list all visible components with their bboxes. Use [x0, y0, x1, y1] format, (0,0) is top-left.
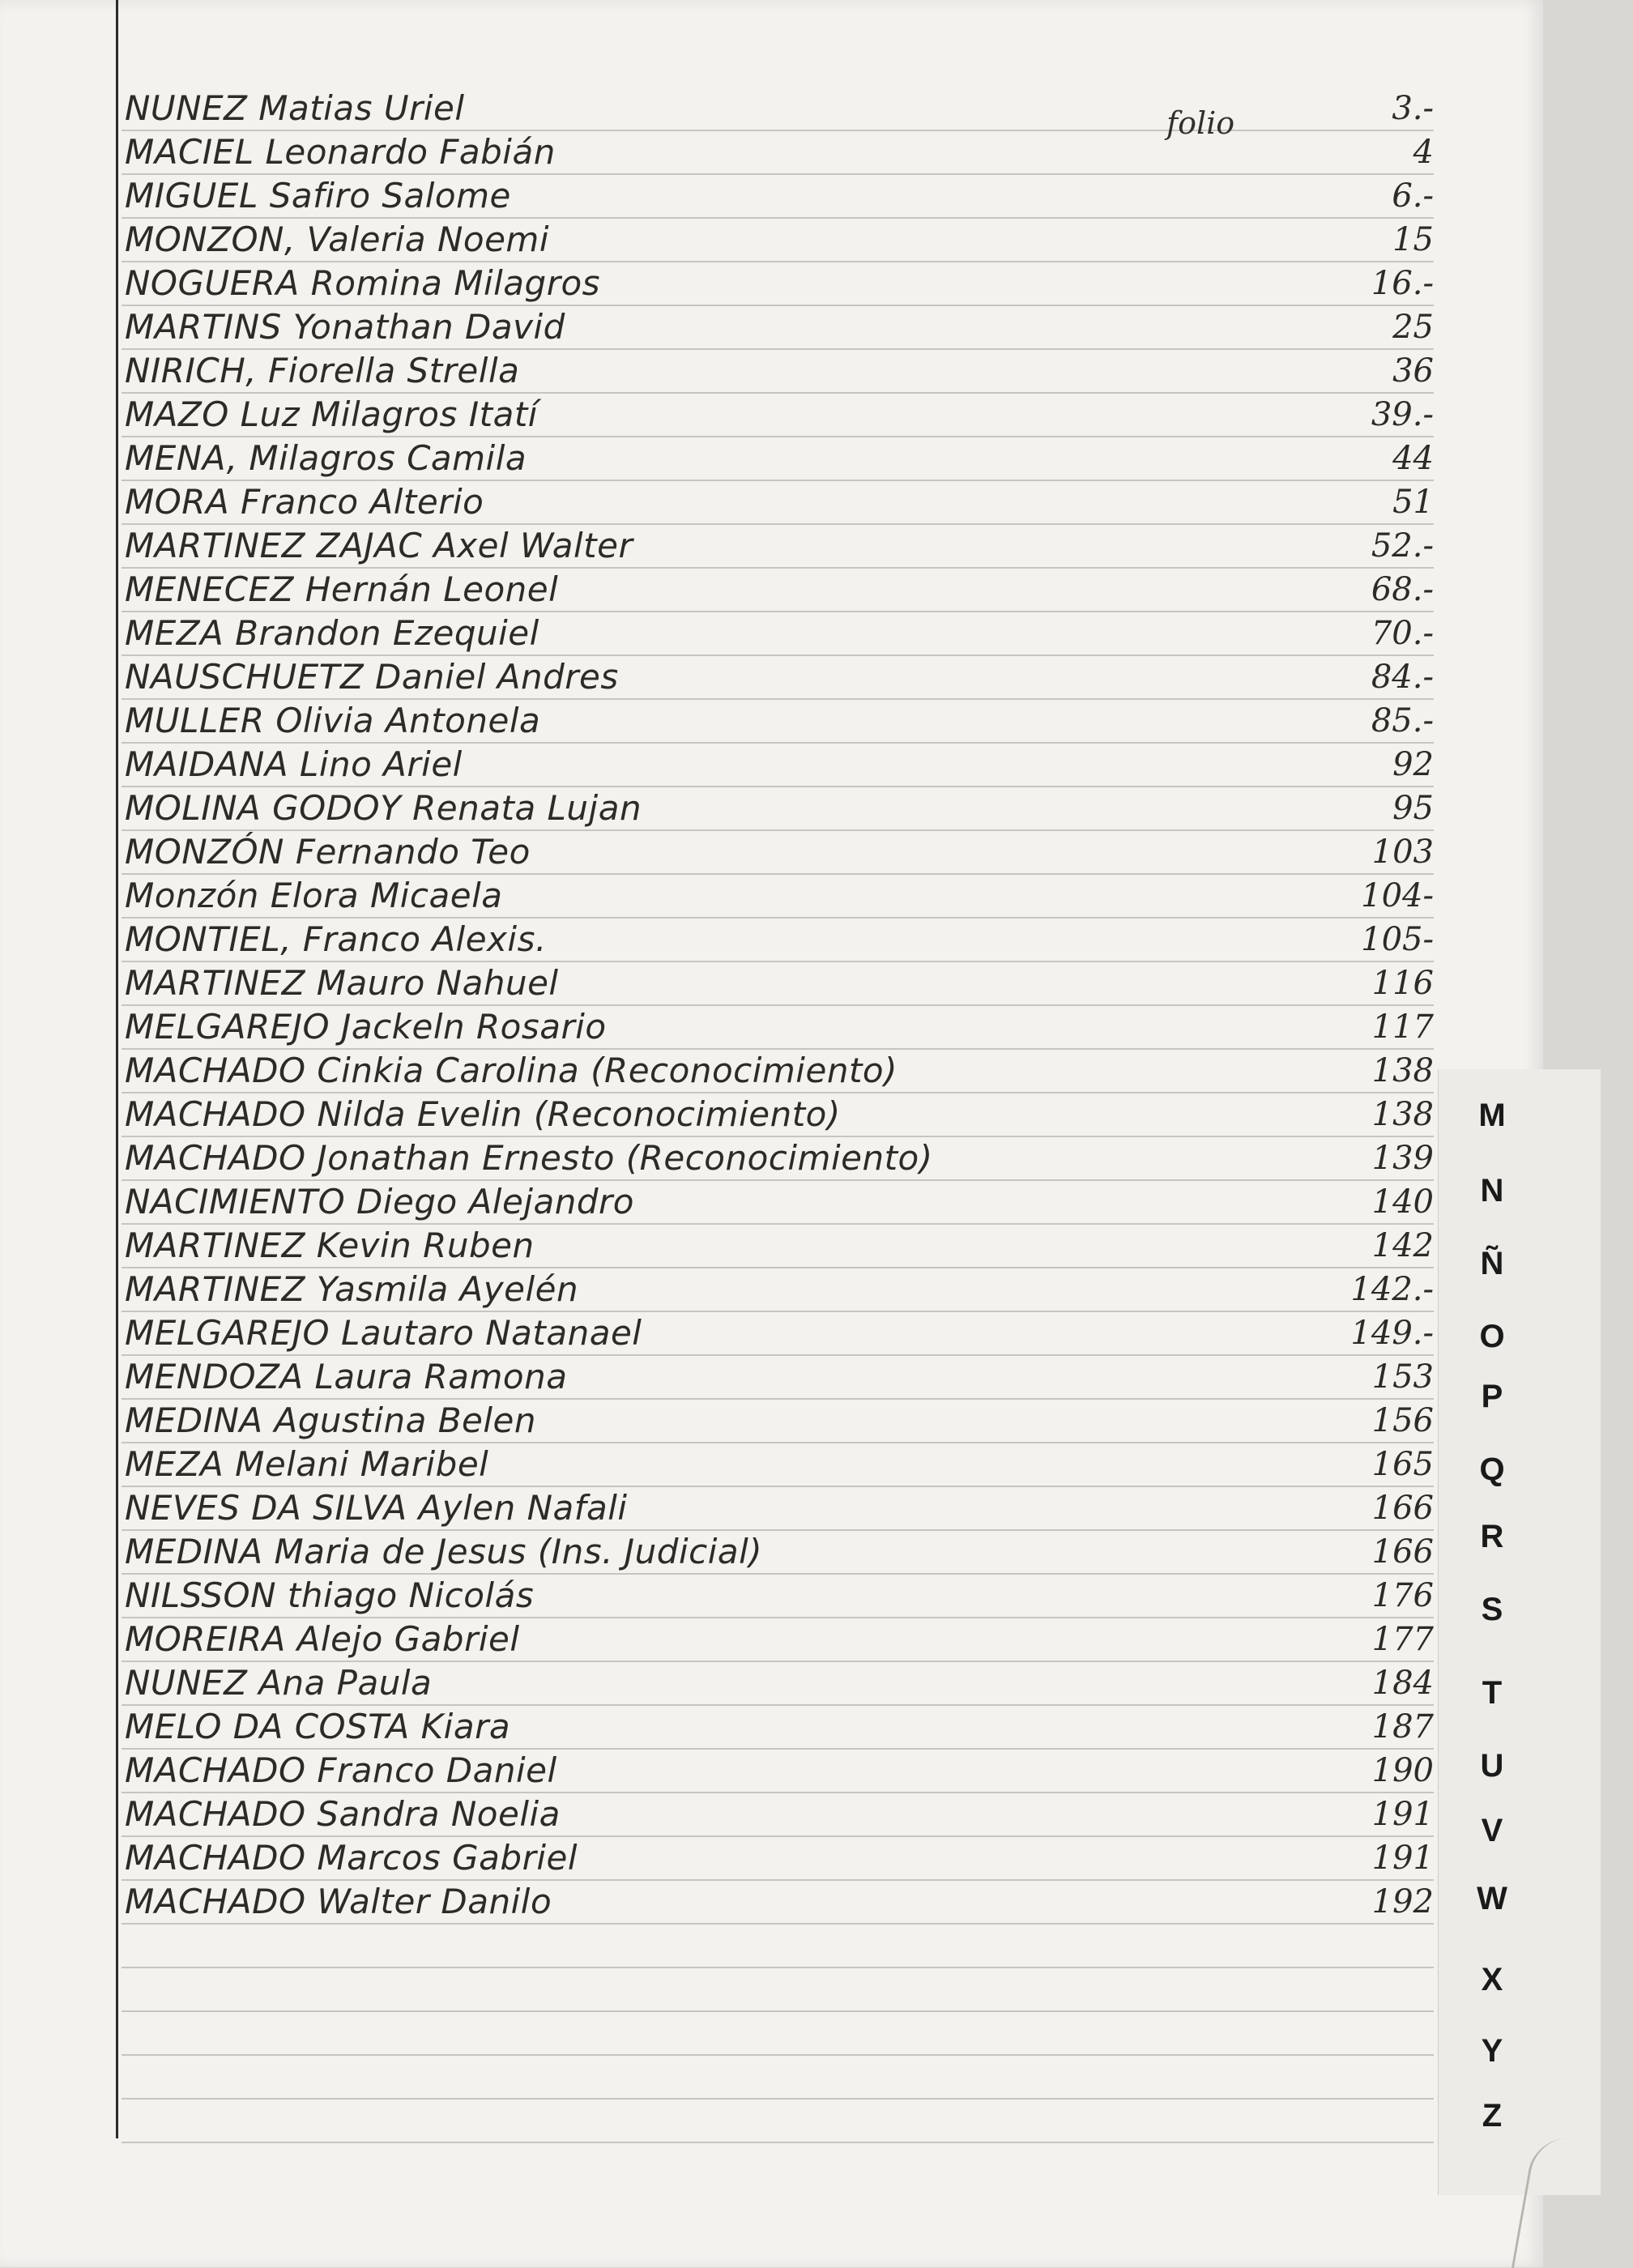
entry-folio: 138	[1371, 1052, 1434, 1089]
entry-folio: 70.-	[1371, 615, 1434, 652]
entry-row	[122, 875, 1434, 919]
entry-folio: 116	[1371, 965, 1434, 1002]
entry-name: MORA Franco Alterio	[125, 482, 484, 522]
entry-row	[122, 1312, 1434, 1356]
index-tab-n-tilde[interactable]: Ñ	[1480, 1246, 1504, 1281]
entry-folio: 192	[1371, 1883, 1434, 1921]
entry-name: MEZA Melani Maribel	[125, 1444, 489, 1484]
entry-name: MACHADO Marcos Gabriel	[125, 1838, 578, 1878]
entry-folio: 15	[1392, 221, 1434, 258]
entry-name: MAZO Luz Milagros Itatí	[125, 394, 538, 434]
entry-folio: 190	[1371, 1752, 1434, 1789]
entry-row	[122, 350, 1434, 394]
entry-name: NACIMIENTO Diego Alejandro	[125, 1182, 634, 1221]
entry-row	[122, 1400, 1434, 1443]
entry-row	[122, 262, 1434, 306]
entry-name: NAUSCHUETZ Daniel Andres	[125, 657, 619, 697]
entry-name: MAIDANA Lino Ariel	[125, 744, 463, 784]
entry-row	[122, 1881, 1434, 1925]
entry-name: MACHADO Franco Daniel	[125, 1750, 557, 1790]
entry-folio: 187	[1371, 1708, 1434, 1746]
entry-name: MARTINEZ ZAJAC Axel Walter	[125, 526, 633, 565]
entry-folio: 165	[1371, 1446, 1434, 1483]
entry-folio: 4	[1413, 134, 1434, 171]
entry-folio: 39.-	[1371, 396, 1434, 433]
entry-folio: 191	[1371, 1796, 1434, 1833]
entry-folio: 104-	[1361, 877, 1434, 914]
entry-name: MIGUEL Safiro Salome	[125, 176, 511, 215]
entry-row	[122, 569, 1434, 612]
entry-folio: 6.-	[1392, 177, 1434, 215]
entry-folio: 25	[1392, 309, 1434, 346]
ruled-line	[122, 2098, 1434, 2100]
entry-row	[122, 481, 1434, 525]
entry-name: MOLINA GODOY Renata Lujan	[125, 788, 642, 828]
entry-row	[122, 1487, 1434, 1531]
entry-name: NILSSON thiago Nicolás	[125, 1575, 535, 1615]
entry-row	[122, 219, 1434, 262]
entry-folio: 44	[1392, 440, 1434, 477]
entry-folio: 16.-	[1371, 265, 1434, 302]
entry-folio: 149.-	[1350, 1315, 1434, 1352]
entry-name: MENA, Milagros Camila	[125, 438, 527, 478]
entry-name: Monzón Elora Micaela	[125, 876, 503, 915]
entry-row	[122, 87, 1434, 131]
entry-name: MARTINEZ Yasmila Ayelén	[125, 1269, 579, 1309]
entry-row	[122, 1137, 1434, 1181]
entry-row	[122, 525, 1434, 569]
entry-row	[122, 1181, 1434, 1225]
entry-row	[122, 1618, 1434, 1662]
entry-row	[122, 1268, 1434, 1312]
entry-name: MOREIRA Alejo Gabriel	[125, 1619, 520, 1659]
ruled-line	[122, 2054, 1434, 2056]
entry-name: MELGAREJO Lautaro Natanael	[125, 1313, 642, 1353]
index-tab-z[interactable]: Z	[1482, 2098, 1503, 2134]
entry-name: MONTIEL, Franco Alexis.	[125, 919, 547, 959]
entry-name: MACHADO Cinkia Carolina (Reconocimiento)	[125, 1051, 898, 1090]
ruled-line	[122, 1967, 1434, 1968]
entry-folio: 105-	[1361, 921, 1434, 958]
entry-folio: 176	[1371, 1577, 1434, 1614]
entry-name: NUNEZ Ana Paula	[125, 1663, 433, 1703]
entry-name: MONZÓN Fernando Teo	[125, 832, 531, 872]
entry-name: MACHADO Sandra Noelia	[125, 1794, 561, 1834]
entry-name: MACHADO Walter Danilo	[125, 1882, 552, 1921]
entry-name: MEZA Brandon Ezequiel	[125, 613, 539, 653]
entry-name: MACHADO Jonathan Ernesto (Reconocimiento)	[125, 1138, 933, 1178]
index-tab-p[interactable]: P	[1481, 1379, 1503, 1414]
entry-name: MEDINA Maria de Jesus (Ins. Judicial)	[125, 1532, 763, 1571]
index-tab-y[interactable]: Y	[1481, 2033, 1503, 2069]
entry-row	[122, 1225, 1434, 1268]
index-tab-s[interactable]: S	[1481, 1592, 1503, 1627]
index-tab-m[interactable]: M	[1478, 1098, 1506, 1133]
entry-name: NOGUERA Romina Milagros	[125, 263, 601, 303]
ruled-line	[122, 2010, 1434, 2012]
entry-name: NIRICH, Fiorella Strella	[125, 351, 520, 390]
entry-name: MELO DA COSTA Kiara	[125, 1707, 511, 1746]
entry-folio: 142.-	[1350, 1271, 1434, 1308]
entry-row	[122, 787, 1434, 831]
entry-name: MARTINEZ Mauro Nahuel	[125, 963, 559, 1003]
index-tab-w[interactable]: W	[1477, 1881, 1507, 1916]
margin-line	[116, 0, 118, 2138]
entry-folio: 184	[1371, 1665, 1434, 1702]
entry-folio: 103	[1371, 833, 1434, 871]
entry-row	[122, 1443, 1434, 1487]
entry-folio: 36	[1392, 352, 1434, 390]
entry-folio: 92	[1392, 746, 1434, 783]
entry-row	[122, 1050, 1434, 1094]
entry-folio: 139	[1371, 1140, 1434, 1177]
index-tab-o[interactable]: O	[1479, 1319, 1505, 1354]
entry-row	[122, 1531, 1434, 1575]
folio-header: folio	[1166, 105, 1235, 141]
entry-folio: 166	[1371, 1533, 1434, 1571]
entry-row	[122, 306, 1434, 350]
entry-name: MARTINEZ Kevin Ruben	[125, 1226, 535, 1265]
entry-name: MENECEZ Hernán Leonel	[125, 569, 559, 609]
entry-row	[122, 437, 1434, 481]
entry-row	[122, 131, 1434, 175]
entry-row	[122, 1706, 1434, 1750]
entry-name: MACIEL Leonardo Fabián	[125, 132, 556, 172]
entry-row	[122, 394, 1434, 437]
entry-folio: 140	[1371, 1183, 1434, 1221]
entry-row	[122, 1006, 1434, 1050]
entry-row	[122, 1750, 1434, 1793]
entry-name: MARTINS Yonathan David	[125, 307, 565, 347]
entry-row	[122, 962, 1434, 1006]
entry-folio: 52.-	[1371, 527, 1434, 565]
entry-folio: 84.-	[1371, 659, 1434, 696]
entry-row	[122, 1356, 1434, 1400]
entry-name: MEDINA Agustina Belen	[125, 1400, 537, 1440]
entry-name: NEVES DA SILVA Aylen Nafali	[125, 1488, 628, 1528]
entry-name: MENDOZA Laura Ramona	[125, 1357, 568, 1396]
entry-row	[122, 656, 1434, 700]
entry-name: MACHADO Nilda Evelin (Reconocimiento)	[125, 1094, 841, 1134]
entry-name: NUNEZ Matias Uriel	[125, 88, 465, 128]
entry-name: MULLER Olivia Antonela	[125, 701, 541, 740]
entry-row	[122, 831, 1434, 875]
entry-name: MONZON, Valeria Noemi	[125, 220, 550, 259]
entry-folio: 117	[1371, 1008, 1434, 1046]
entry-folio: 95	[1392, 790, 1434, 827]
index-tab-v[interactable]: V	[1481, 1813, 1503, 1848]
index-tab-n[interactable]: N	[1480, 1173, 1504, 1209]
entry-row	[122, 1837, 1434, 1881]
index-tab-q[interactable]: Q	[1479, 1452, 1505, 1487]
entry-folio: 85.-	[1371, 702, 1434, 740]
entry-row	[122, 700, 1434, 744]
entry-row	[122, 919, 1434, 962]
index-tab-x[interactable]: X	[1481, 1962, 1503, 1997]
entry-row	[122, 744, 1434, 787]
entry-row	[122, 1575, 1434, 1618]
entry-folio: 177	[1371, 1621, 1434, 1658]
index-tab-r[interactable]: R	[1480, 1519, 1504, 1554]
entry-folio: 68.-	[1371, 571, 1434, 608]
index-tab-u[interactable]: U	[1480, 1748, 1504, 1784]
entry-folio: 51	[1392, 484, 1434, 521]
entry-folio: 156	[1371, 1402, 1434, 1439]
entry-folio: 166	[1371, 1490, 1434, 1527]
entry-row	[122, 1662, 1434, 1706]
entry-row	[122, 175, 1434, 219]
entry-folio: 191	[1371, 1840, 1434, 1877]
index-tab-t[interactable]: T	[1482, 1675, 1503, 1711]
entry-folio: 3.-	[1392, 90, 1434, 127]
entry-row	[122, 1793, 1434, 1837]
ruled-line	[122, 2142, 1434, 2143]
entry-folio: 153	[1371, 1358, 1434, 1396]
entry-name: MELGAREJO Jackeln Rosario	[125, 1007, 607, 1047]
entry-row	[122, 612, 1434, 656]
entry-row	[122, 1094, 1434, 1137]
index-tab-strip	[1438, 1069, 1601, 2195]
entry-folio: 138	[1371, 1096, 1434, 1133]
entry-folio: 142	[1371, 1227, 1434, 1264]
